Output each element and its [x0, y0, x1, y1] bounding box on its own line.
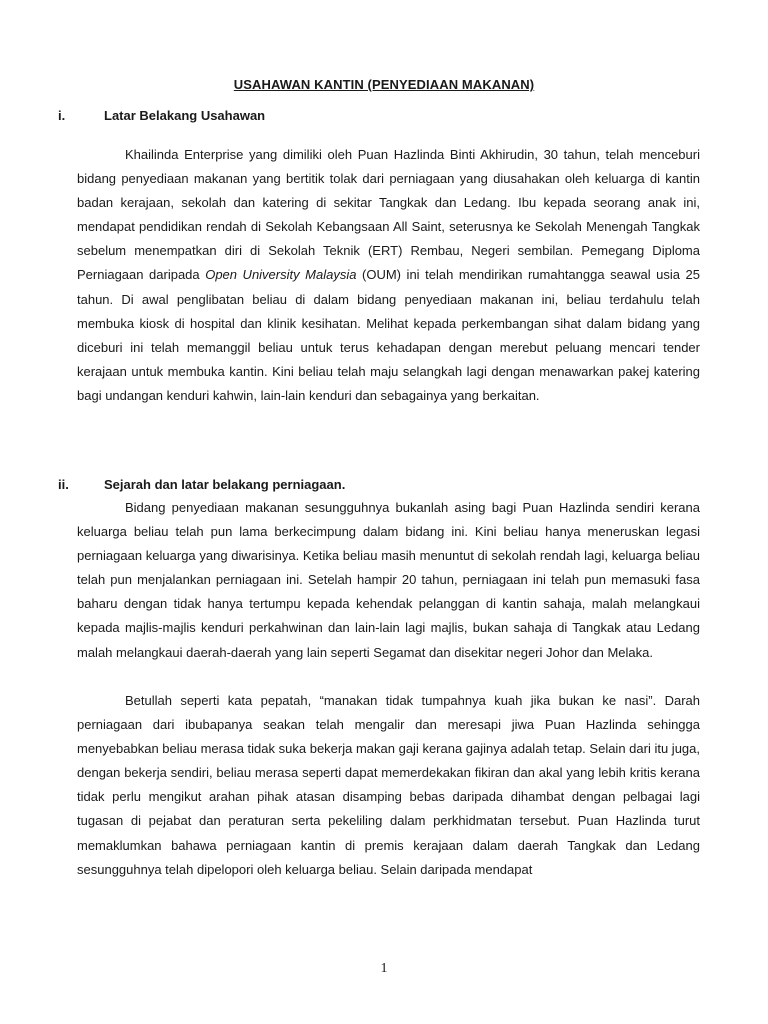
section-title-1: Latar Belakang Usahawan — [104, 108, 266, 123]
document-title: USAHAWAN KANTIN (PENYEDIAAN MAKANAN) — [233, 77, 535, 92]
section-heading-2 — [58, 477, 345, 492]
section-title-2: Sejarah dan latar belakang perniagaan. — [104, 477, 346, 492]
section-2-paragraph-2: Betullah seperti kata pepatah, “manakan tidak tumpahnya kuah jika bukan ke nasi”. Darah perniagaan dari ibubapanya seakan telah mengalir dan meresapi jiwa Puan Hazlinda sehingga menyebabkan beliau merasa tidak suka bekerja makan gaji kerana gajinya adalah tetap. Selain dari itu juga, dengan bekerja sendiri, beliau merasa seperti dapat memerdekakan fikiran dan akal yang lebih kritis kerana tidak perlu mengikut arahan pihak atasan disamping bebas daripada dihambat dengan pelbagai lagi tugasan di pejabat dan peraturan serta pekeliling dalam perkhidmatan tersebut. Puan Hazlinda turut memaklumkan bahawa perniagaan kantin di premis kerajaan dalam daerah Tangkak dan Ledang sesungguhnya telah dipelopori oleh keluarga beliau. Selain daripada mendapat — [77, 693, 700, 877]
section-number-1: i. — [58, 108, 66, 123]
section-number-2: ii. — [58, 477, 69, 492]
section-1-paragraph — [77, 143, 700, 408]
section-2-paragraph-1: Bidang penyediaan makanan sesungguhnya bukanlah asing bagi Puan Hazlinda sendiri kerana keluarga beliau telah pun lama berkecimpung dalam bidang ini. Kini beliau hanya meneruskan legasi perniagaan keluarga yang diwarisinya. Ketika beliau masih menuntut di sekolah rendah lagi, keluarga beliau telah pun menjalankan perniagaan ini. Setelah hampir 20 tahun, perniagaan ini telah pun memasuki fasa baharu dengan tidak hanya tertumpu kepada kehendak pelanggan di kantin sahaja, malah melangkaui kepada majlis-majlis kenduri perkahwinan dan lain-lain lagi majlis, bukan sahaja di Tangkak atau Ledang malah melangkaui daerah-daerah yang lain seperti Segamat dan disekitar negeri Johor dan Melaka. — [77, 500, 700, 660]
section-1-paragraph-text-b: (OUM) ini telah mendirikan rumahtangga seawal usia 25 tahun. Di awal penglibatan beliau di dalam bidang penyediaan makanan ini, beliau terdahulu telah membuka kiosk di hospital dan klinik kesihatan. Melihat kepada perkembangan sihat dalam bidang yang diceburi ini telah memanggil beliau untuk terus kehadapan dengan merebut peluang mencari tender kerajaan untuk membuka kantin. Kini beliau telah maju selangkah lagi dengan menawarkan pakej katering bagi undangan kenduri kahwin, lain-lain kenduri dan sebagainya yang berkaitan. — [77, 267, 701, 403]
section-1-paragraph-text-a: Khailinda Enterprise yang dimiliki oleh Puan Hazlinda Binti Akhirudin, 30 tahun, telah menceburi bidang penyediaan makanan yang bertitik tolak dari perniagaan yang diusahakan oleh keluarga di kantin badan kerajaan, sekolah dan katering di sekitar Tangkak dan Ledang. Ibu kepada seorang anak ini, mendapat pendidikan rendah di Sekolah Kebangsaan All Saint, seterusnya ke Sekolah Menengah Tangkak sebelum menempatkan diri di Sekolah Teknik (ERT) Rembau, Negeri sembilan. Pemegang Diploma Perniagaan daripada — [77, 147, 700, 283]
section-heading-1 — [58, 108, 265, 123]
section-1-paragraph-italic: Open University Malaysia — [205, 267, 357, 283]
page-number: 1 — [380, 961, 388, 976]
